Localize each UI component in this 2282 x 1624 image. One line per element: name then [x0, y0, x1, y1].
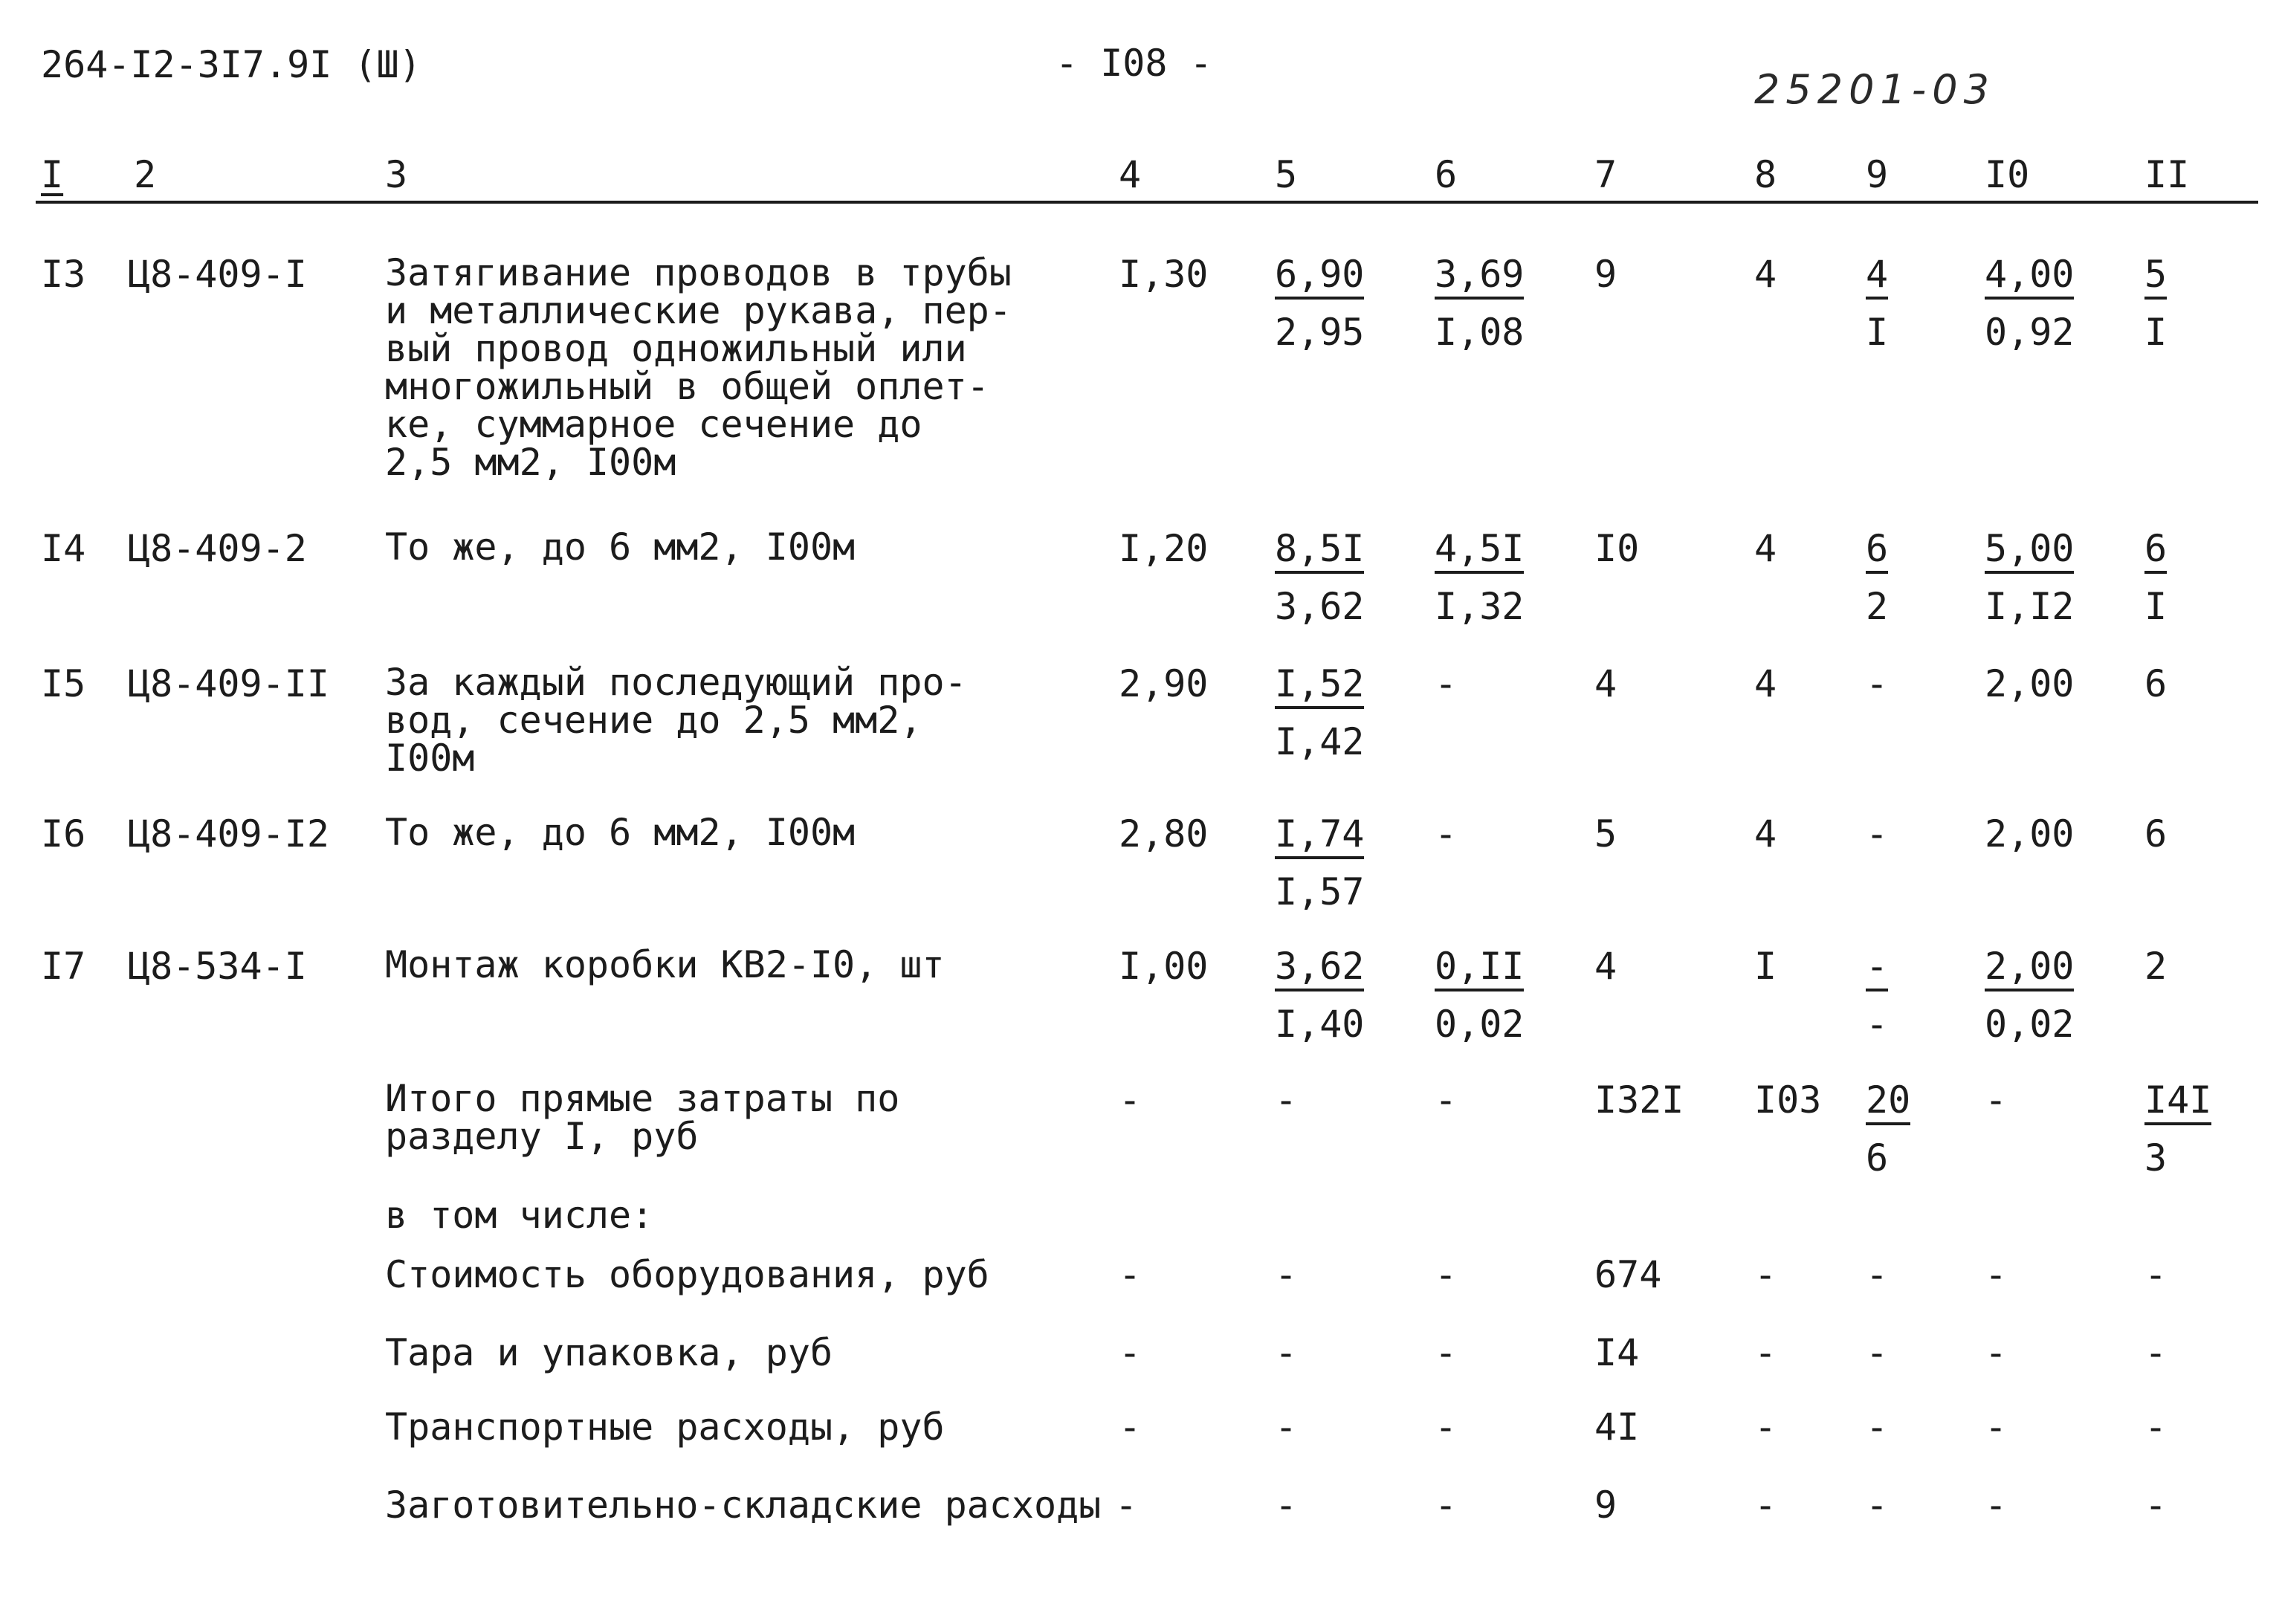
c4-cell: 2,90	[1119, 662, 1209, 705]
c6-fraction	[1435, 527, 1525, 628]
c8-cell: -	[1754, 1331, 1777, 1374]
c6-numerator: 3,69	[1435, 256, 1524, 300]
c11-denominator: I	[2144, 585, 2168, 628]
c9-fraction	[1866, 945, 1889, 1046]
cost-item-label: Тара и упаковка, руб	[385, 1331, 833, 1374]
c10-cell: 2,00	[1985, 662, 2075, 705]
column-number-7: 7	[1594, 153, 1617, 196]
c5-fraction	[1275, 945, 1365, 1046]
c10-cell: 2,00	[1985, 812, 2075, 855]
c6-fraction	[1435, 945, 1525, 1046]
row-number: I3	[41, 253, 86, 296]
c11-fraction	[2144, 253, 2168, 354]
column-number-8: 8	[1754, 153, 1777, 196]
c7-cell: 9	[1594, 1484, 1617, 1527]
c5-denominator: 2,95	[1275, 311, 1365, 354]
c11-cell: 6	[2144, 662, 2168, 705]
c6-cell: -	[1435, 662, 1458, 705]
c9-cell: -	[1866, 812, 1889, 855]
c8-cell: I03	[1754, 1078, 1822, 1122]
c5-numerator: 8,5I	[1275, 530, 1364, 574]
c6-denominator: 0,02	[1435, 1003, 1525, 1046]
c9-fraction	[1866, 527, 1889, 628]
c11-cell: -	[2144, 1331, 2168, 1374]
c5-numerator: 3,62	[1275, 948, 1364, 991]
column-number-1: I	[41, 153, 64, 196]
c8-cell: -	[1754, 1253, 1777, 1296]
c4-cell: I,30	[1119, 253, 1209, 296]
column-number-9: 9	[1866, 153, 1889, 196]
c6-fraction	[1435, 253, 1525, 354]
c9-cell: -	[1866, 1405, 1889, 1449]
c9-denominator: I	[1866, 311, 1889, 354]
c6-denominator: I,08	[1435, 311, 1525, 354]
cost-item-label: Заготовительно-складские расходы	[385, 1484, 1102, 1527]
c9-cell: -	[1866, 1331, 1889, 1374]
c7-cell: 5	[1594, 812, 1617, 855]
c4-cell: 2,80	[1119, 812, 1209, 855]
work-description: То же, до 6 мм2, I00м	[385, 811, 856, 854]
c9-cell: -	[1866, 1253, 1889, 1296]
c5-numerator: I,52	[1275, 665, 1364, 709]
c6-cell: -	[1435, 1331, 1458, 1374]
c9-cell: -	[1866, 1484, 1889, 1527]
c11-cell: 2	[2144, 945, 2168, 988]
c5-denominator: I,42	[1275, 720, 1365, 763]
c5-fraction	[1275, 662, 1365, 763]
header-rule	[36, 201, 2258, 204]
c6-cell: -	[1435, 1484, 1458, 1527]
c11-cell: -	[2144, 1405, 2168, 1449]
c11-cell: -	[2144, 1253, 2168, 1296]
c8-cell: -	[1754, 1484, 1777, 1527]
c5-denominator: 3,62	[1275, 585, 1365, 628]
c4-cell: -	[1115, 1484, 1138, 1527]
column-number-4: 4	[1119, 153, 1142, 196]
c8-cell: 4	[1754, 253, 1777, 296]
c8-cell: 4	[1754, 662, 1777, 705]
c9-denominator: -	[1866, 1003, 1889, 1046]
work-description: То же, до 6 мм2, I00м	[385, 525, 856, 569]
c10-cell: -	[1985, 1484, 2008, 1527]
c11-denominator: 3	[2144, 1136, 2168, 1180]
c11-fraction	[2144, 527, 2168, 628]
c9-numerator: 4	[1866, 256, 1888, 300]
c10-denominator: 0,92	[1985, 311, 2075, 354]
c5-cell: -	[1275, 1078, 1298, 1122]
c4-cell: -	[1119, 1078, 1142, 1122]
c4-cell: -	[1119, 1331, 1142, 1374]
c8-cell: 4	[1754, 812, 1777, 855]
row-number: I4	[41, 527, 86, 570]
c6-cell: -	[1435, 1078, 1458, 1122]
column-number-2: 2	[134, 153, 157, 196]
c11-cell: 6	[2144, 812, 2168, 855]
c8-cell: 4	[1754, 527, 1777, 570]
work-description: За каждый последующий про- вод, сечение до 2,5 мм2, I00м	[385, 661, 967, 780]
c7-cell: 4	[1594, 945, 1617, 988]
c9-numerator: 20	[1866, 1081, 1910, 1125]
c5-denominator: I,57	[1275, 870, 1365, 913]
c10-cell: -	[1985, 1078, 2008, 1122]
c8-cell: I	[1754, 945, 1777, 988]
c10-cell: -	[1985, 1331, 2008, 1374]
c5-cell: -	[1275, 1253, 1298, 1296]
c10-denominator: 0,02	[1985, 1003, 2075, 1046]
c9-cell: -	[1866, 662, 1889, 705]
c6-denominator: I,32	[1435, 585, 1525, 628]
c5-fraction	[1275, 527, 1365, 628]
row-number: I5	[41, 662, 86, 705]
totals-label: Итого прямые затраты по разделу I, руб	[385, 1077, 900, 1158]
c6-cell: -	[1435, 1405, 1458, 1449]
c11-numerator: 5	[2144, 256, 2167, 300]
c9-numerator: 6	[1866, 530, 1888, 574]
c7-cell: I32I	[1594, 1078, 1684, 1122]
column-number-6: 6	[1435, 153, 1458, 196]
c5-cell: -	[1275, 1484, 1298, 1527]
c5-cell: -	[1275, 1331, 1298, 1374]
column-number-11: II	[2144, 153, 2190, 196]
c6-numerator: 0,II	[1435, 948, 1524, 991]
c5-fraction	[1275, 253, 1365, 354]
column-number-5: 5	[1275, 153, 1298, 196]
price-code: Ц8-409-I2	[128, 812, 329, 855]
c7-cell: 674	[1594, 1253, 1662, 1296]
row-number: I7	[41, 945, 86, 988]
page-number: - I08 -	[1056, 42, 1212, 85]
work-description: Монтаж коробки КВ2-I0, шт	[385, 943, 945, 986]
c9-fraction	[1866, 1078, 1911, 1180]
c5-cell: -	[1275, 1405, 1298, 1449]
c5-fraction	[1275, 812, 1365, 913]
c11-cell: -	[2144, 1484, 2168, 1527]
c6-cell: -	[1435, 1253, 1458, 1296]
c10-denominator: I,I2	[1985, 585, 2075, 628]
row-number: I6	[41, 812, 86, 855]
c6-cell: -	[1435, 812, 1458, 855]
c7-cell: I0	[1594, 527, 1640, 570]
column-number-10: I0	[1985, 153, 2030, 196]
cost-item-label: Стоимость оборудования, руб	[385, 1253, 989, 1296]
c5-denominator: I,40	[1275, 1003, 1365, 1046]
handwritten-number: 25201-03	[1754, 66, 1995, 113]
doc-code: 264-I2-3I7.9I (Ш)	[41, 43, 421, 86]
c4-cell: -	[1119, 1405, 1142, 1449]
c11-numerator: 6	[2144, 530, 2167, 574]
price-code: Ц8-409-I	[128, 253, 307, 296]
c4-cell: -	[1119, 1253, 1142, 1296]
c10-fraction	[1985, 253, 2075, 354]
price-code: Ц8-534-I	[128, 945, 307, 988]
c5-numerator: I,74	[1275, 815, 1364, 859]
c10-numerator: 4,00	[1985, 256, 2074, 300]
c7-cell: 9	[1594, 253, 1617, 296]
work-description: Затягивание проводов в трубы и металлические рукава, пер- вый провод одножильный или многожильный в общей оплет- ке, суммарное сечение до 2,5 мм2, I00м	[385, 251, 1012, 484]
column-number-3: 3	[385, 153, 408, 196]
c9-denominator: 2	[1866, 585, 1889, 628]
c7-cell: 4	[1594, 662, 1617, 705]
c11-fraction	[2144, 1078, 2212, 1180]
c7-cell: I4	[1594, 1331, 1640, 1374]
cost-item-label: Транспортные расходы, руб	[385, 1405, 945, 1449]
c10-fraction	[1985, 527, 2075, 628]
c9-denominator: 6	[1866, 1136, 1889, 1180]
c10-cell: -	[1985, 1405, 2008, 1449]
c5-numerator: 6,90	[1275, 256, 1364, 300]
c11-denominator: I	[2144, 311, 2168, 354]
c8-cell: -	[1754, 1405, 1777, 1449]
c10-numerator: 2,00	[1985, 948, 2074, 991]
c10-cell: -	[1985, 1253, 2008, 1296]
price-code: Ц8-409-2	[128, 527, 307, 570]
c9-fraction	[1866, 253, 1889, 354]
including-label: в том числе:	[385, 1194, 654, 1237]
c6-numerator: 4,5I	[1435, 530, 1524, 574]
c4-cell: I,00	[1119, 945, 1209, 988]
c9-numerator: -	[1866, 948, 1888, 991]
price-code: Ц8-409-II	[128, 662, 329, 705]
c10-fraction	[1985, 945, 2075, 1046]
c10-numerator: 5,00	[1985, 530, 2074, 574]
c11-numerator: I4I	[2144, 1081, 2211, 1125]
c4-cell: I,20	[1119, 527, 1209, 570]
c7-cell: 4I	[1594, 1405, 1640, 1449]
